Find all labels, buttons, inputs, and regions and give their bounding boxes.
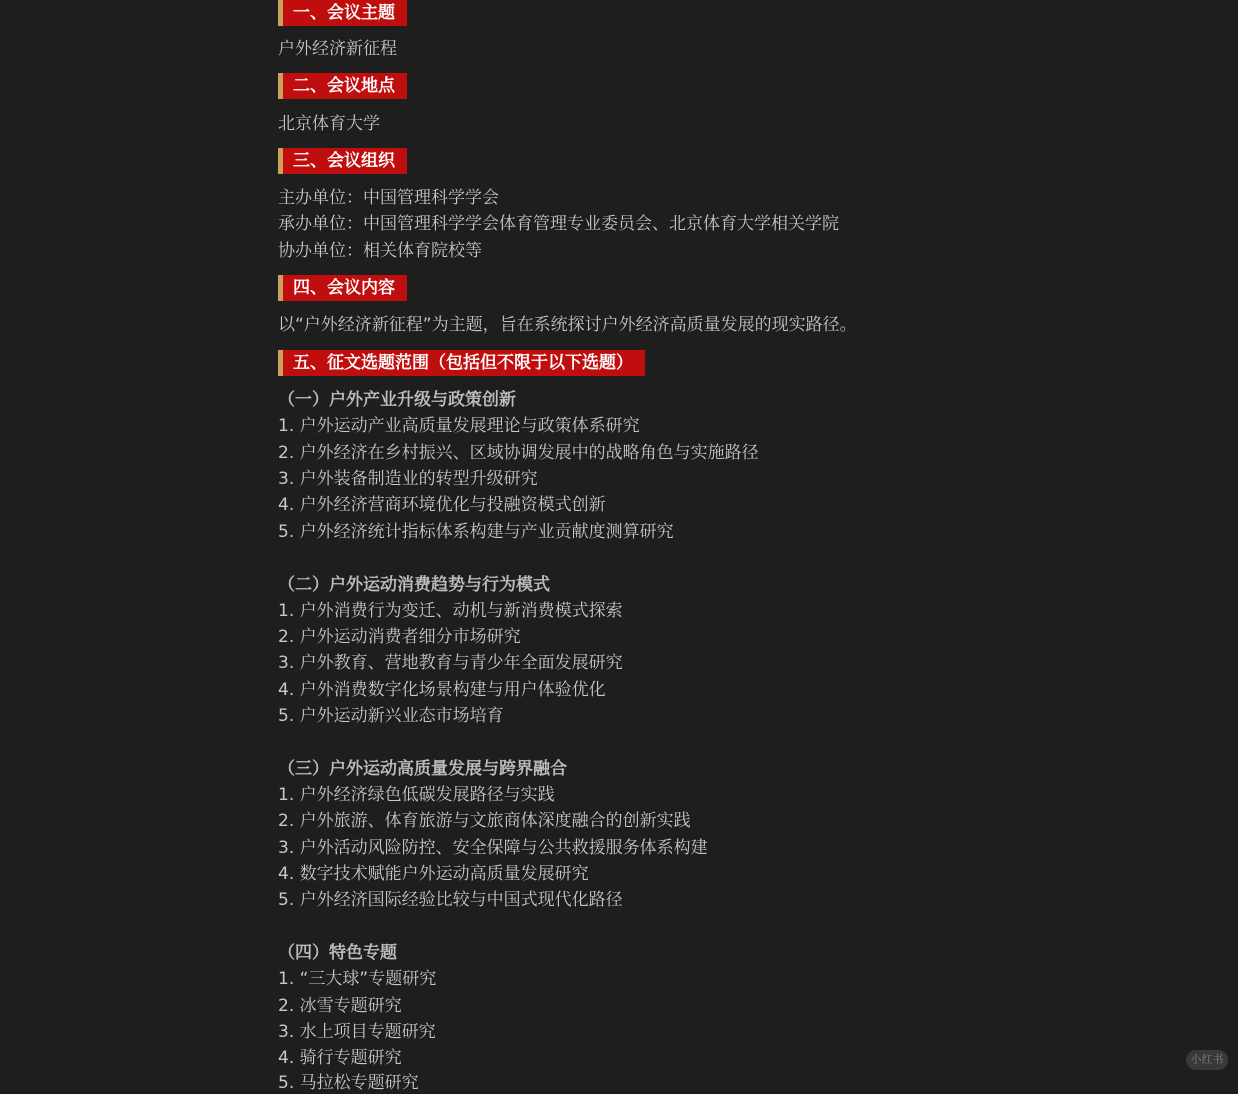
list-item: 3. 户外活动风险防控、安全保障与公共救援服务体系构建: [278, 838, 708, 858]
list-item: 3. 户外装备制造业的转型升级研究: [278, 469, 538, 489]
list-item: 4. 户外经济营商环境优化与投融资模式创新: [278, 495, 606, 515]
list-item: 2. 户外旅游、体育旅游与文旅商体深度融合的创新实践: [278, 811, 691, 831]
section-text-content: 以“户外经济新征程”为主题，旨在系统探讨户外经济高质量发展的现实路径。: [278, 315, 857, 335]
list-item: 2. 冰雪专题研究: [278, 996, 402, 1016]
list-item: 1. “三大球”专题研究: [278, 969, 437, 989]
topic-group-title: （四）特色专题: [278, 943, 397, 963]
list-item: 5. 户外经济统计指标体系构建与产业贡献度测算研究: [278, 522, 674, 542]
section-heading-topics: 五、征文选题范围（包括但不限于以下选题）: [278, 350, 645, 376]
list-item: 4. 户外消费数字化场景构建与用户体验优化: [278, 680, 606, 700]
section-heading-theme: 一、会议主题: [278, 0, 407, 26]
list-item: 4. 数字技术赋能户外运动高质量发展研究: [278, 864, 589, 884]
list-item: 2. 户外经济在乡村振兴、区域协调发展中的战略角色与实施路径: [278, 443, 759, 463]
section-heading-organization: 三、会议组织: [278, 148, 407, 174]
section-heading-content: 四、会议内容: [278, 275, 407, 301]
section-heading-location: 二、会议地点: [278, 73, 407, 99]
topic-group-title: （三）户外运动高质量发展与跨界融合: [278, 759, 567, 779]
list-item: 1. 户外消费行为变迁、动机与新消费模式探索: [278, 601, 623, 621]
list-item: 3. 户外教育、营地教育与青少年全面发展研究: [278, 653, 623, 673]
list-item: 4. 骑行专题研究: [278, 1048, 402, 1068]
section-text-location: 北京体育大学: [278, 114, 380, 134]
organizer-line: 主办单位：中国管理科学学会: [278, 188, 499, 208]
undertaker-line: 承办单位：中国管理科学学会体育管理专业委员会、北京体育大学相关学院: [278, 214, 839, 234]
co-organizer-line: 协办单位：相关体育院校等: [278, 241, 482, 261]
watermark-logo: 小红书: [1186, 1050, 1228, 1070]
list-item: 3. 水上项目专题研究: [278, 1022, 436, 1042]
topic-group-title: （一）户外产业升级与政策创新: [278, 390, 516, 410]
list-item: 1. 户外经济绿色低碳发展路径与实践: [278, 785, 555, 805]
section-text-theme: 户外经济新征程: [278, 39, 397, 59]
list-item: 2. 户外运动消费者细分市场研究: [278, 627, 521, 647]
list-item: 5. 马拉松专题研究: [278, 1073, 419, 1093]
topic-group-title: （二）户外运动消费趋势与行为模式: [278, 575, 550, 595]
list-item: 1. 户外运动产业高质量发展理论与政策体系研究: [278, 416, 640, 436]
list-item: 5. 户外经济国际经验比较与中国式现代化路径: [278, 890, 623, 910]
list-item: 5. 户外运动新兴业态市场培育: [278, 706, 504, 726]
